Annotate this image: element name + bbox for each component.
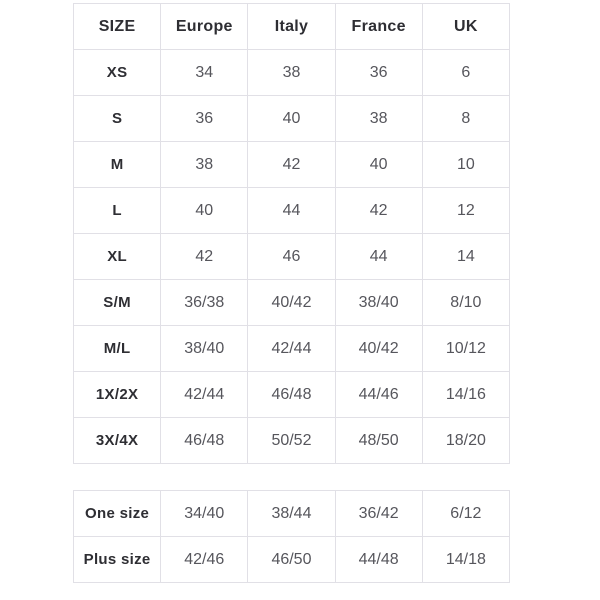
value-cell: 44/48 [335, 537, 422, 583]
value-cell: 10/12 [422, 326, 509, 372]
value-cell: 14/18 [422, 537, 509, 583]
value-cell: 36/38 [161, 280, 248, 326]
table-row [74, 418, 510, 464]
value-cell: 50/52 [248, 418, 335, 464]
size-label-cell: 1X/2X [74, 372, 161, 418]
header-row [74, 4, 510, 50]
size-label-cell: M [74, 142, 161, 188]
size-label-cell: S [74, 96, 161, 142]
value-cell: 40/42 [248, 280, 335, 326]
value-cell: 46/48 [248, 372, 335, 418]
header-cell-uk: UK [422, 4, 509, 50]
value-cell: 46/50 [248, 537, 335, 583]
table-row [74, 50, 510, 96]
table-row [74, 280, 510, 326]
value-cell: 42/44 [161, 372, 248, 418]
table-row [74, 142, 510, 188]
value-cell: 38 [335, 96, 422, 142]
table-row [74, 537, 510, 583]
value-cell: 8/10 [422, 280, 509, 326]
table-row [74, 326, 510, 372]
header-cell-france: France [335, 4, 422, 50]
value-cell: 14/16 [422, 372, 509, 418]
value-cell: 46 [248, 234, 335, 280]
value-cell: 36/42 [335, 491, 422, 537]
value-cell: 40 [248, 96, 335, 142]
value-cell: 40 [161, 188, 248, 234]
table-row [74, 234, 510, 280]
value-cell: 42 [161, 234, 248, 280]
size-label-cell: XL [74, 234, 161, 280]
value-cell: 40/42 [335, 326, 422, 372]
size-label-cell: M/L [74, 326, 161, 372]
value-cell: 36 [161, 96, 248, 142]
value-cell: 42 [335, 188, 422, 234]
value-cell: 44 [335, 234, 422, 280]
value-cell: 38/40 [335, 280, 422, 326]
size-label-cell: 3X/4X [74, 418, 161, 464]
value-cell: 44 [248, 188, 335, 234]
value-cell: 8 [422, 96, 509, 142]
value-cell: 14 [422, 234, 509, 280]
value-cell: 46/48 [161, 418, 248, 464]
value-cell: 34 [161, 50, 248, 96]
table-row [74, 491, 510, 537]
value-cell: 48/50 [335, 418, 422, 464]
special-sizes-table [73, 490, 510, 583]
size-label-cell: One size [74, 491, 161, 537]
value-cell: 42/44 [248, 326, 335, 372]
value-cell: 10 [422, 142, 509, 188]
size-label-cell: Plus size [74, 537, 161, 583]
size-label-cell: S/M [74, 280, 161, 326]
value-cell: 18/20 [422, 418, 509, 464]
value-cell: 44/46 [335, 372, 422, 418]
size-label-cell: L [74, 188, 161, 234]
value-cell: 6 [422, 50, 509, 96]
value-cell: 38/44 [248, 491, 335, 537]
table-row [74, 96, 510, 142]
header-cell-size: SIZE [74, 4, 161, 50]
header-cell-italy: Italy [248, 4, 335, 50]
table-row [74, 188, 510, 234]
table-row [74, 372, 510, 418]
value-cell: 34/40 [161, 491, 248, 537]
value-cell: 36 [335, 50, 422, 96]
value-cell: 42/46 [161, 537, 248, 583]
value-cell: 6/12 [422, 491, 509, 537]
size-conversion-table [73, 3, 510, 464]
value-cell: 40 [335, 142, 422, 188]
value-cell: 42 [248, 142, 335, 188]
value-cell: 38/40 [161, 326, 248, 372]
value-cell: 38 [248, 50, 335, 96]
header-cell-europe: Europe [161, 4, 248, 50]
value-cell: 38 [161, 142, 248, 188]
value-cell: 12 [422, 188, 509, 234]
size-label-cell: XS [74, 50, 161, 96]
